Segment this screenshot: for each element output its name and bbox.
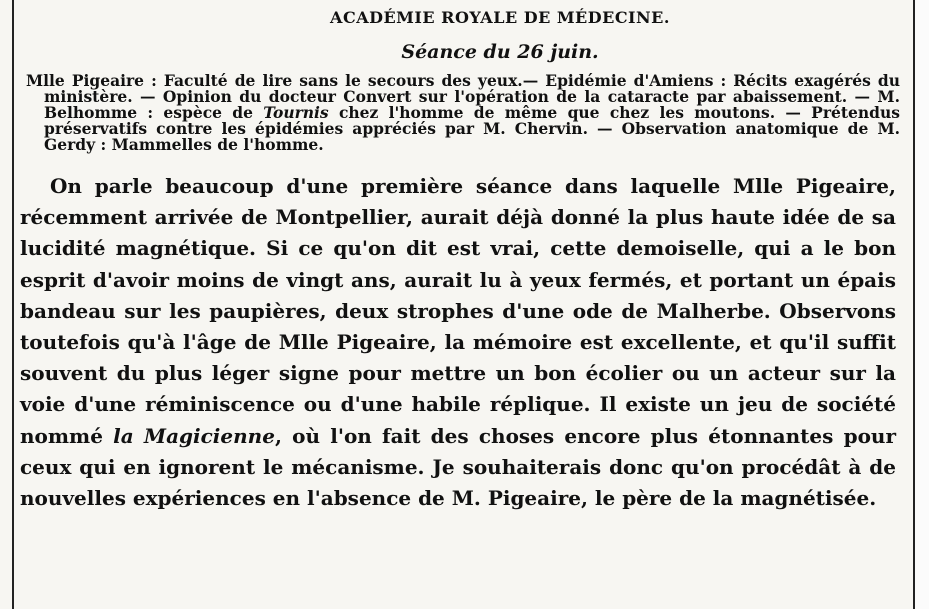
column-rule-left bbox=[12, 0, 14, 609]
section-heading: ACADÉMIE ROYALE DE MÉDECINE. bbox=[330, 8, 670, 27]
article-paragraph bbox=[20, 171, 900, 514]
summary-italic-term: Tournis bbox=[263, 103, 329, 122]
session-date-heading: Séance du 26 juin. bbox=[401, 41, 599, 63]
summary-text-part2: chez l'homme de même que chez les moutons. — Prétendus préservatifs contre les épidémies appréciés par M. Chervin. — Observation anatomique de M. Gerdy : Mammelles de l'homme. bbox=[44, 103, 900, 154]
adjacent-column-margin bbox=[915, 0, 929, 609]
paragraph-text-part1: On parle beaucoup d'une première séance dans laquelle Mlle Pigeaire, récemment arrivée de Montpellier, aurait déjà donné la plus haute idée de sa lucidité magnétique. Si ce qu'on dit est vrai, cette demoiselle, qui a le bon esprit d'avoir moins de vingt ans, aurait lu à yeux fermés, et portant un épais bandeau sur les paupières, deux strophes d'une ode de Malherbe. Observons toutefois qu'à l'âge de Mlle Pigeaire, la mémoire est excellente, et qu'il suffit souvent du plus léger signe pour mettre un bon écolier ou un acteur sur la voie d'une réminiscence ou d'une habile réplique. Il existe un jeu de société nommé bbox=[20, 174, 896, 448]
session-summary bbox=[20, 73, 900, 153]
summary-text-part1: Mlle Pigeaire : Faculté de lire sans le secours des yeux.— Epidémie d'Amiens : Récits exagérés du ministère. — Opinion du docteur Convert sur l'opération de la cataracte par abaissement. — M. Belhomme : espèce de bbox=[26, 71, 900, 122]
paragraph-text-part2: , où l'on fait des choses encore plus étonnantes pour ceux qui en ignorent le mécanisme. Je souhaiterais donc qu'on procédât à de nouvelles expériences en l'absence de M. Pigeaire, le père de la magnétisée. bbox=[20, 423, 896, 511]
summary-text bbox=[26, 73, 900, 153]
article-column bbox=[20, 6, 900, 606]
paragraph-italic-game-name: la Magicienne bbox=[113, 423, 275, 448]
